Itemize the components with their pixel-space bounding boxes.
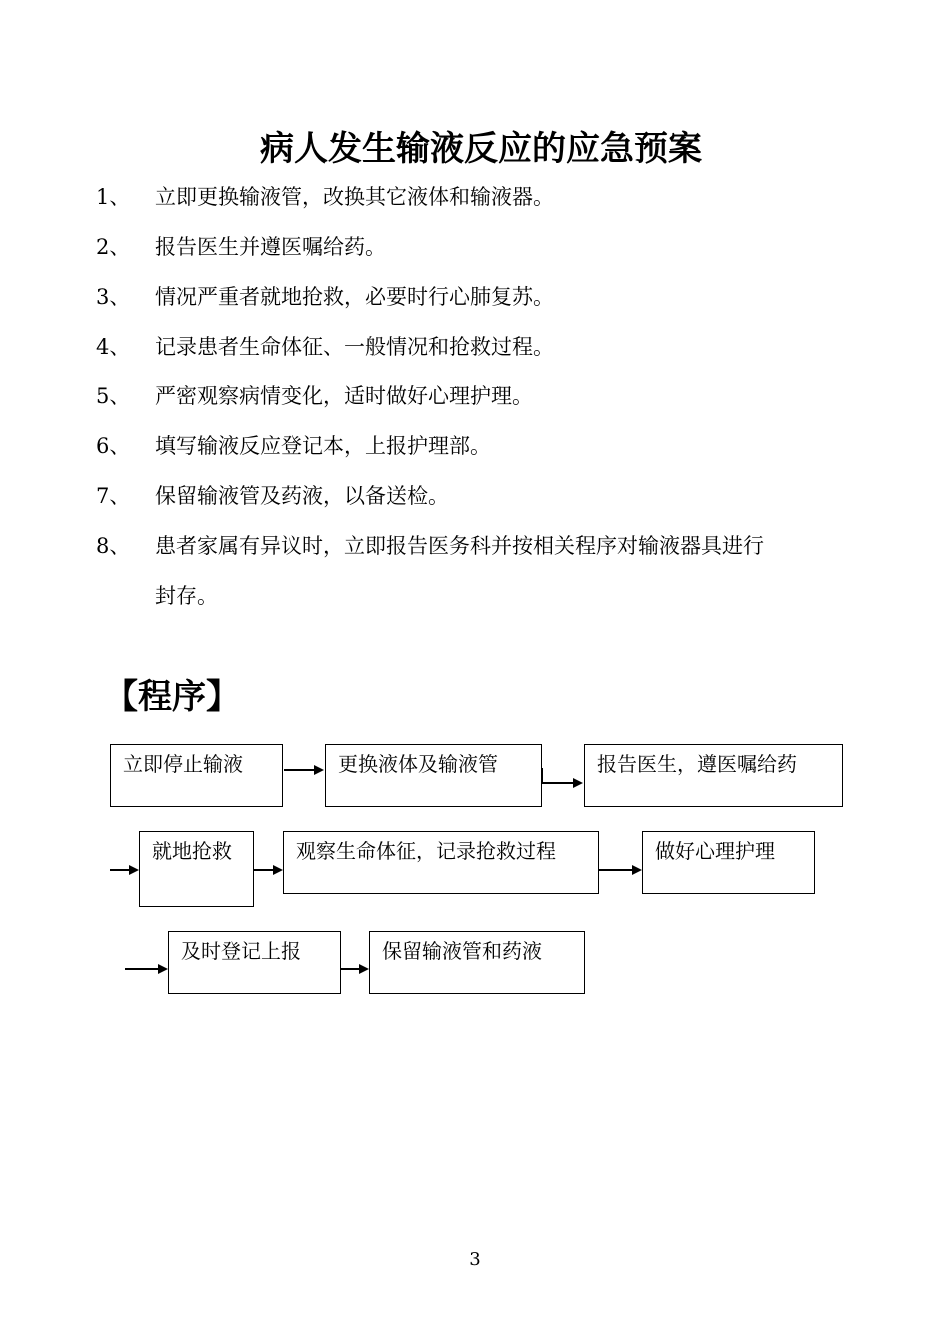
item-text: 填写输液反应登记本，上报护理部。: [155, 434, 491, 458]
flow-arrow: [284, 763, 324, 777]
item-number: 2、: [96, 235, 131, 259]
flow-box-observe-vitals: 观察生命体征，记录抢救过程: [283, 831, 599, 894]
item-number: 1、: [96, 185, 131, 209]
section-title: 【程序】: [104, 677, 240, 717]
flow-arrow: [254, 863, 283, 877]
item-text: 严密观察病情变化，适时做好心理护理。: [155, 384, 533, 408]
flow-arrow: [599, 863, 642, 877]
item-text: 报告医生并遵医嘱给药。: [155, 235, 386, 259]
item-number: 8、: [96, 534, 131, 558]
flow-box-rescue: 就地抢救: [139, 831, 254, 907]
item-text: 保留输液管及药液，以备送检。: [155, 484, 449, 508]
flow-box-report-doctor: 报告医生，遵医嘱给药: [584, 744, 843, 807]
flow-box-register-report: 及时登记上报: [168, 931, 341, 994]
flow-box-stop-infusion: 立即停止输液: [110, 744, 283, 807]
flow-box-psychological-care: 做好心理护理: [642, 831, 815, 894]
flow-arrow: [341, 962, 369, 976]
item-number: 7、: [96, 484, 131, 508]
flow-box-replace-fluid: 更换液体及输液管: [325, 744, 542, 807]
item-number: 6、: [96, 434, 131, 458]
item-number: 5、: [96, 384, 131, 408]
flow-arrow: [125, 962, 168, 976]
item-text: 立即更换输液管，改换其它液体和输液器。: [155, 185, 554, 209]
item-text: 情况严重者就地抢救，必要时行心肺复苏。: [155, 285, 554, 309]
flow-box-keep-samples: 保留输液管和药液: [369, 931, 585, 994]
flow-arrow: [110, 863, 139, 877]
item-number: 4、: [96, 335, 131, 359]
item-text: 患者家属有异议时，立即报告医务科并按相关程序对输液器具进行: [155, 534, 764, 558]
item-number: 3、: [96, 285, 131, 309]
page-number: 3: [469, 1249, 481, 1270]
flow-arrow: [541, 776, 583, 790]
item-text-continuation: 封存。: [155, 584, 218, 608]
item-text: 记录患者生命体征、一般情况和抢救过程。: [155, 335, 554, 359]
page-title: 病人发生输液反应的应急预案: [260, 129, 702, 169]
